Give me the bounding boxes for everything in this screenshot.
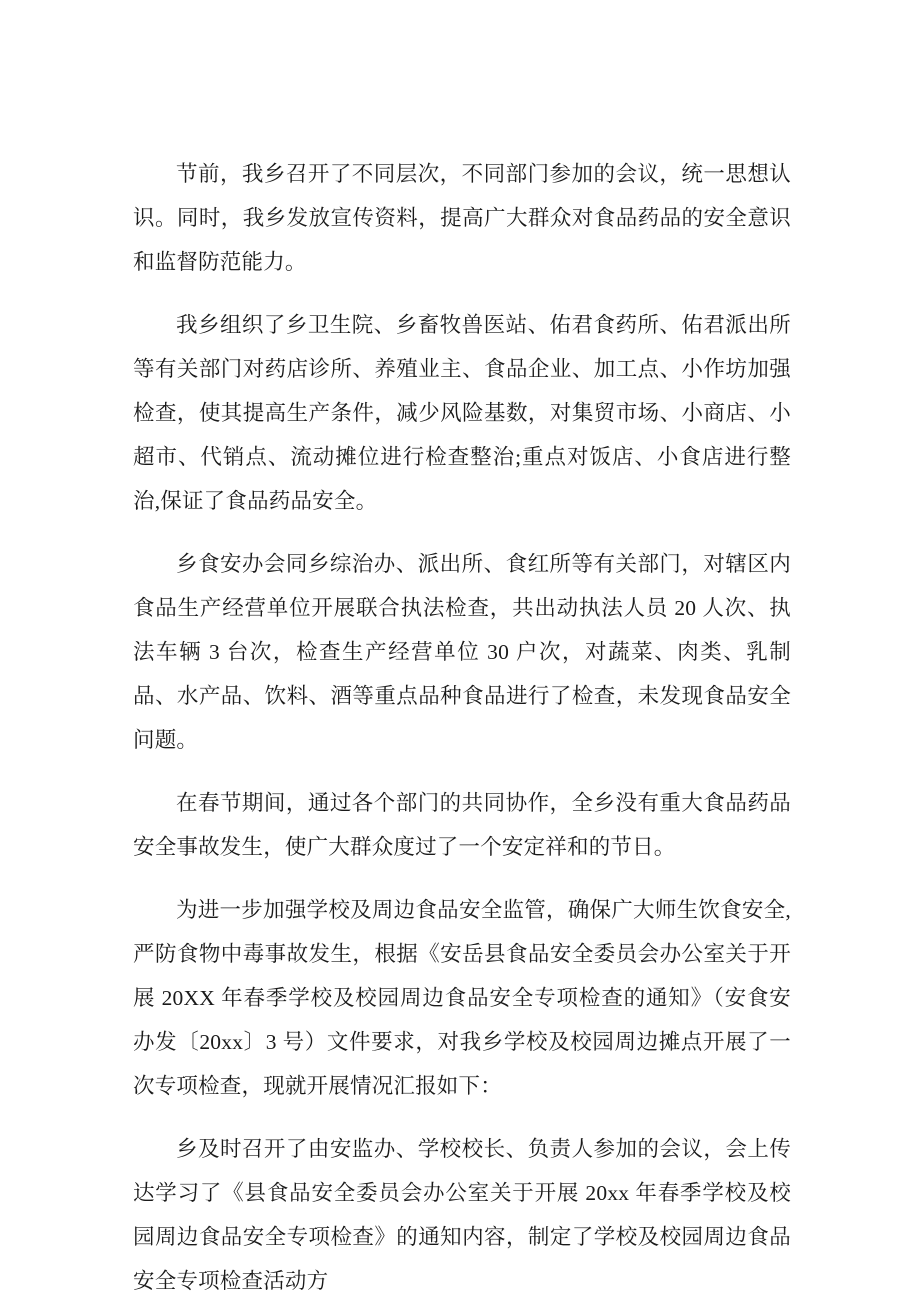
- paragraph-4: 在春节期间，通过各个部门的共同协作，全乡没有重大食品药品安全事故发生，使广大群众度过了一个安定祥和的节日。: [133, 791, 791, 859]
- paragraph-3: 乡食安办会同乡综治办、派出所、食红所等有关部门，对辖区内食品生产经营单位开展联合执法检查，共出动执法人员 20 人次、执法车辆 3 台次，检查生产经营单位 30 户次，对蔬菜、肉类、乳制品、水产品、饮料、酒等重点品种食品进行了检查，未发现食品安全问题。: [133, 552, 791, 752]
- paragraph-2: 我乡组织了乡卫生院、乡畜牧兽医站、佑君食药所、佑君派出所等有关部门对药店诊所、养殖业主、食品企业、加工点、小作坊加强检查，使其提高生产条件，减少风险基数，对集贸市场、小商店、小超市、代销点、流动摊位进行检查整治;重点对饭店、小食店进行整治,保证了食品药品安全。: [133, 313, 791, 513]
- document-text-body: [133, 152, 791, 1303]
- paragraph-6: 乡及时召开了由安监办、学校校长、负责人参加的会议，会上传达学习了《县食品安全委员会办公室关于开展 20xx 年春季学校及校园周边食品安全专项检查》的通知内容，制定了学校及校园周边食品安全专项检查活动方: [133, 1137, 791, 1293]
- paragraph-1: 节前，我乡召开了不同层次，不同部门参加的会议，统一思想认识。同时，我乡发放宣传资料，提高广大群众对食品药品的安全意识和监督防范能力。: [133, 162, 791, 274]
- paragraph-5: 为进一步加强学校及周边食品安全监管，确保广大师生饮食安全,严防食物中毒事故发生，根据《安岳县食品安全委员会办公室关于开展 20XX 年春季学校及校园周边食品安全专项检查的通知》（安食安办发〔20xx〕3 号）文件要求，对我乡学校及校园周边摊点开展了一次专项检查，现就开展情况汇报如下：: [133, 898, 791, 1098]
